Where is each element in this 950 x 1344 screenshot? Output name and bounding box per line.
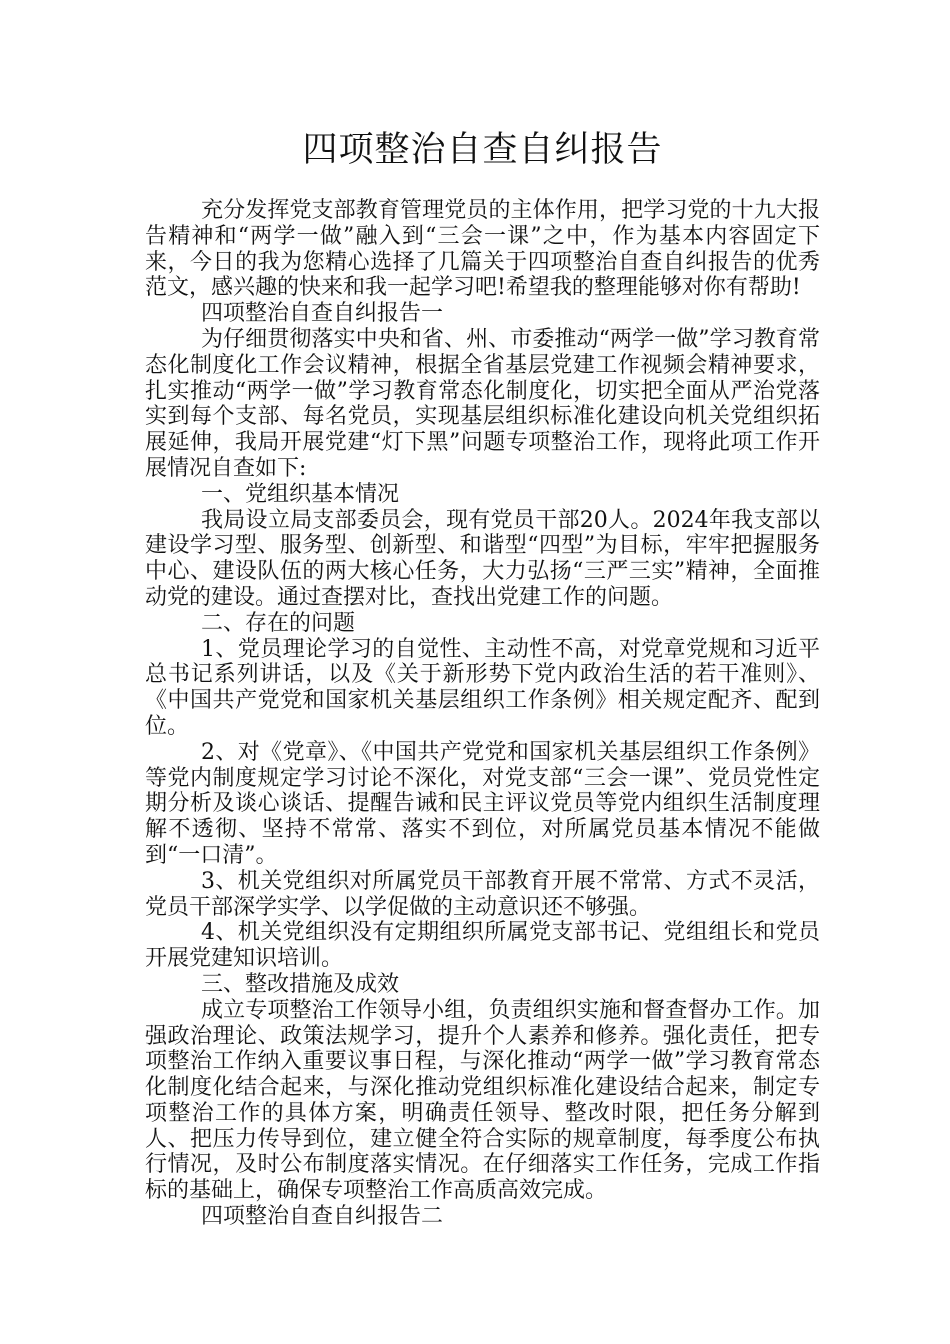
section-heading-measures: 三、整改措施及成效	[201, 971, 400, 997]
report-one-preface: 为仔细贯彻落实中央和省、州、市委推动“两学一做”学习教育常态化制度化工作会议精神，根据全省基层党建工作视频会精神要求，扎实推动“两学一做”学习教育常态化制度化，切实把全面从严治党落实到每个支部、每名党员，实现基层组织标准化建设向机关党组织拓展延伸，我局开展党建“灯下黑”问题专项整治工作，现将此项工作开展情况自查如下:	[145, 326, 820, 481]
report-one-heading: 四项整治自查自纠报告一	[201, 301, 444, 327]
section-heading-basic-situation: 一、党组织基本情况	[201, 481, 400, 507]
basic-situation-paragraph: 我局设立局支部委员会，现有党员干部20人。2024年我支部以建设学习型、服务型、创新型、和谐型“四型”为目标，牢牢把握服务中心、建设队伍的两大核心任务，大力弘扬“三严三实”精神，全面推动党的建设。通过查摆对比，查找出党建工作的问题。	[145, 507, 820, 610]
problem-item-1: 1、党员理论学习的自觉性、主动性不高，对党章党规和习近平总书记系列讲话，以及《关于新形势下党内政治生活的若干准则》、《中国共产党党和国家机关基层组织工作条例》相关规定配齐、配到位。	[145, 636, 820, 739]
report-two-heading: 四项整治自查自纠报告二	[201, 1204, 444, 1230]
intro-paragraph: 充分发挥党支部教育管理党员的主体作用，把学习党的十九大报告精神和“两学一做”融入到“三会一课”之中，作为基本内容固定下来，今日的我为您精心选择了几篇关于四项整治自查自纠报告的优秀范文，感兴趣的快来和我一起学习吧!希望我的整理能够对你有帮助!	[145, 198, 820, 301]
document-body	[145, 198, 820, 1230]
problem-item-4: 4、机关党组织没有定期组织所属党支部书记、党组组长和党员开展党建知识培训。	[145, 920, 820, 972]
measures-paragraph: 成立专项整治工作领导小组，负责组织实施和督查督办工作。加强政治理论、政策法规学习，提升个人素养和修养。强化责任，把专项整治工作纳入重要议事日程，与深化推动“两学一做”学习教育常态化制度化结合起来，与深化推动党组织标准化建设结合起来，制定专项整治工作的具体方案，明确责任领导、整改时限，把任务分解到人、把压力传导到位，建立健全符合实际的规章制度，每季度公布执行情况，及时公布制度落实情况。在仔细落实工作任务，完成工作指标的基础上，确保专项整治工作高质高效完成。	[145, 997, 820, 1204]
section-heading-problems: 二、存在的问题	[201, 610, 356, 636]
problem-item-2: 2、对《党章》、《中国共产党党和国家机关基层组织工作条例》等党内制度规定学习讨论不深化，对党支部“三会一课”、党员党性定期分析及谈心谈话、提醒告诫和民主评议党员等党内组织生活制度理解不透彻、坚持不常常、落实不到位，对所属党员基本情况不能做到“一口清”。	[145, 739, 820, 868]
problem-item-3: 3、机关党组织对所属党员干部教育开展不常常、方式不灵活，党员干部深学实学、以学促做的主动意识还不够强。	[145, 868, 820, 920]
document-title: 四项整治自查自纠报告	[302, 130, 663, 170]
document-page	[145, 118, 820, 1230]
